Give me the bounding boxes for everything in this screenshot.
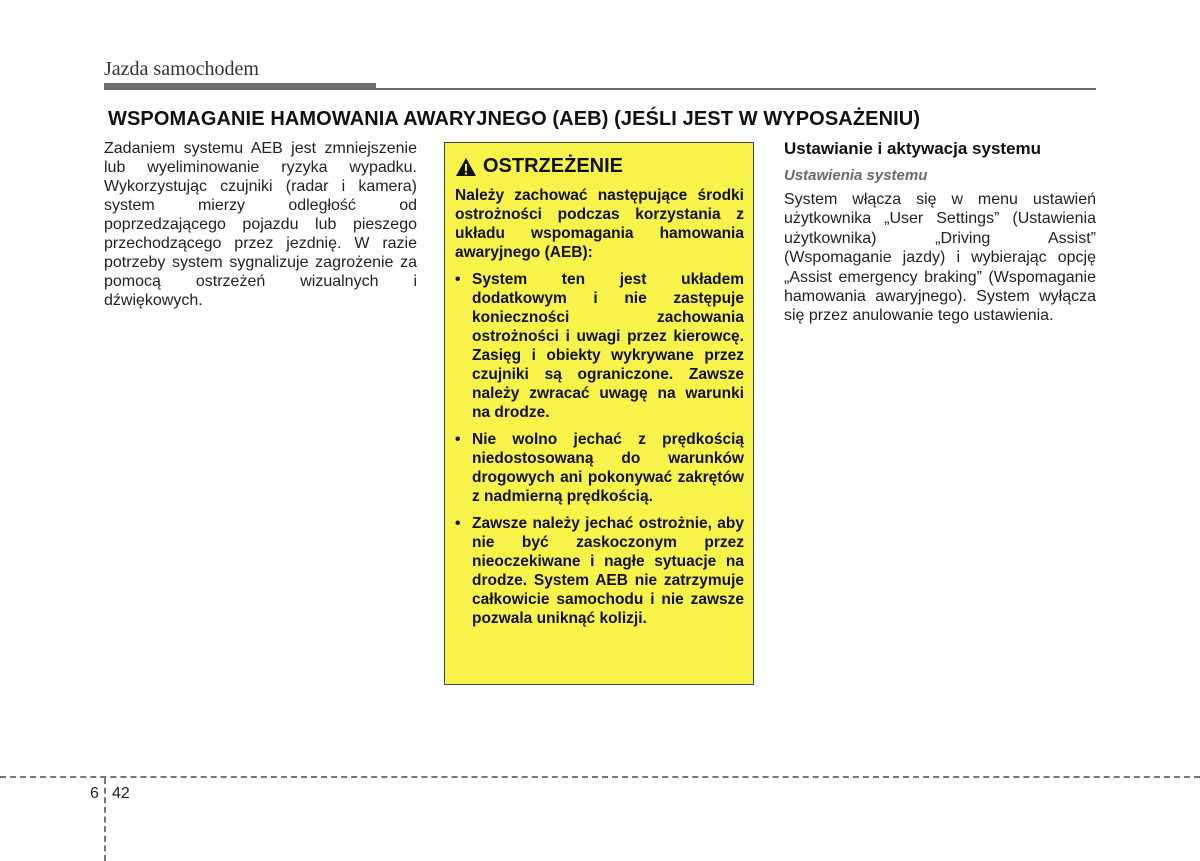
- bullet-icon: •: [455, 515, 461, 532]
- page-number: 42: [112, 785, 130, 802]
- warning-item-text: Nie wolno jechać z prędkością niedostosowaną do warunków drogowych ani pokonywać zakrętów z nadmierną prędkością.: [472, 431, 744, 505]
- bullet-icon: •: [455, 431, 461, 448]
- settings-section: [784, 139, 1096, 326]
- warning-list: [455, 270, 744, 628]
- chapter-number: 6: [90, 785, 99, 802]
- warning-item: [455, 270, 744, 422]
- section-heading: WSPOMAGANIE HAMOWANIA AWARYJNEGO (AEB) (JEŚLI JEST W WYPOSAŻENIU): [108, 108, 921, 130]
- warning-box: [444, 142, 754, 685]
- footer-vertical-rule: [104, 778, 106, 861]
- intro-paragraph: Zadaniem systemu AEB jest zmniejszenie lub wyeliminowanie ryzyka wypadku. Wykorzystując czujniki (radar i kamera) system mierzy odległość od poprzedzającego pojazdu lub pieszego przechodzącego przez jezdnię. W razie potrzeby system sygnalizuje zagrożenie za pomocą ostrzeżeń wizualnych i dźwiękowych.: [104, 140, 417, 309]
- settings-paragraph: System włącza się w menu ustawień użytkownika „User Settings” (Ustawienia użytkownika) „Driving Assist” (Wspomaganie jazdy) i wybierając opcję „Assist emergency braking” (Wspomaganie hamowania awaryjnego). System wyłącza się przez anulowanie tego ustawienia.: [784, 191, 1096, 325]
- header-rule: [376, 88, 1096, 90]
- warning-intro: Należy zachować następujące środki ostrożności podczas korzystania z układu wspomagania hamowania awaryjnego (AEB):: [455, 187, 744, 261]
- warning-title: OSTRZEŻENIE: [483, 155, 624, 177]
- warning-item: [455, 514, 744, 628]
- warning-item: [455, 430, 744, 506]
- settings-subheading: Ustawienia systemu: [784, 167, 928, 184]
- warning-header: [455, 155, 744, 178]
- warning-item-text: Zawsze należy jechać ostrożnie, aby nie być zaskoczonym przez nieoczekiwane i nagłe sytuacje na drodze. System AEB nie zatrzymuje całkowicie samochodu i nie zawsze pozwala uniknąć kolizji.: [472, 515, 744, 627]
- chapter-title-bar: [104, 83, 376, 90]
- bullet-icon: •: [455, 271, 461, 288]
- settings-heading: Ustawianie i aktywacja systemu: [784, 139, 1042, 158]
- warning-item-text: System ten jest układem dodatkowym i nie zastępuje konieczności zachowania ostrożności i uwagi przez kierowcę. Zasięg i obiekty wykrywane przez czujniki są ograniczone. Zawsze należy zwracać uwagę na warunki na drodze.: [472, 271, 744, 421]
- chapter-title: Jazda samochodem: [104, 58, 259, 80]
- warning-triangle-icon: [455, 157, 477, 177]
- footer-rule: [0, 776, 1200, 778]
